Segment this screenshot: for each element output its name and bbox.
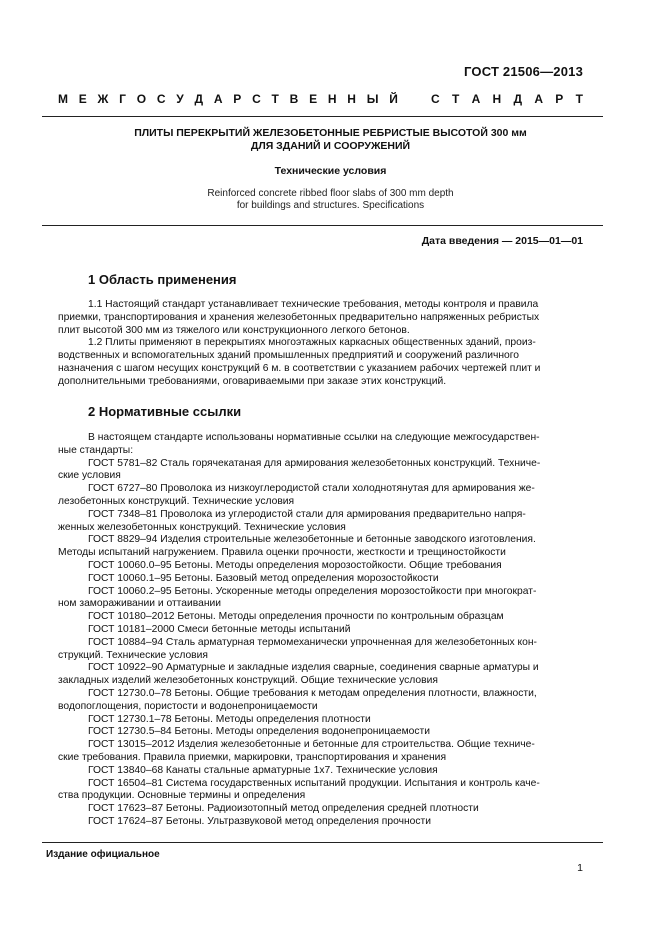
banner-letter: А xyxy=(471,92,481,106)
banner-letter: Н xyxy=(327,92,337,106)
standard-number: ГОСТ 21506—2013 xyxy=(464,64,583,79)
document-subtitle: Технические условия xyxy=(274,165,387,177)
reference-line: ном замораживании и оттаивании xyxy=(58,598,222,610)
banner-letter: С xyxy=(252,92,261,106)
banner-letter: А xyxy=(213,92,223,106)
banner-letter: Е xyxy=(309,92,318,106)
banner-letter: О xyxy=(136,92,147,106)
reference-line: ГОСТ 13015–2012 Изделия железобетонные и бетонные для строительства. Общие техниче- xyxy=(88,739,535,751)
banner-letter: У xyxy=(176,92,184,106)
banner-letter: Т xyxy=(575,92,583,106)
banner-letter: Н xyxy=(347,92,356,106)
banner-letter: Е xyxy=(78,92,87,106)
banner-word-interstate xyxy=(58,92,398,106)
introduction-date: Дата введения — 2015—01—01 xyxy=(421,235,583,247)
reference-line: ГОСТ 12730.0–78 Бетоны. Общие требования к методам определения плотности, влажности, xyxy=(88,687,537,699)
banner-letter: С xyxy=(156,92,166,106)
title-divider xyxy=(42,225,603,226)
reference-line: ГОСТ 10922–90 Арматурные и закладные изделия сварные, соединения сварные арматуры и xyxy=(88,662,539,674)
reference-line: ГОСТ 12730.5–84 Бетоны. Методы определения водонепроницаемости xyxy=(88,726,431,738)
reference-line: ГОСТ 10884–94 Сталь арматурная термомеханически упрочненная для железобетонных кон- xyxy=(88,636,537,648)
banner-letter: Ы xyxy=(366,92,379,106)
banner-letter: Р xyxy=(233,92,242,106)
reference-line: ГОСТ 8829–94 Изделия строительные железобетонные и бетонные заводского изготовления. xyxy=(88,534,536,546)
reference-line: ГОСТ 10181–2000 Смеси бетонные методы испытаний xyxy=(88,623,351,635)
reference-line: ГОСТ 10180–2012 Бетоны. Методы определения прочности по контрольным образцам xyxy=(88,611,504,623)
standard-banner xyxy=(58,92,583,106)
reference-line: ГОСТ 6727–80 Проволока из низкоуглеродистой стали холоднотянутая для армирования же- xyxy=(88,483,535,495)
reference-line: ства продукции. Основные термины и определения xyxy=(58,790,306,802)
banner-letter: Ж xyxy=(97,92,109,106)
reference-line: ГОСТ 7348–81 Проволока из углеродистой стали для армирования предварительно напря- xyxy=(88,508,526,520)
reference-line: ГОСТ 10060.0–95 Бетоны. Методы определения морозостойкости. Общие требования xyxy=(88,559,502,571)
document-title-line2: ДЛЯ ЗДАНИЙ И СООРУЖЕНИЙ xyxy=(250,140,411,152)
official-edition-label: Издание официальное xyxy=(46,849,160,860)
text-line: дополнительными требованиями, оговариваемыми при заказе этих конструкций. xyxy=(58,375,447,387)
reference-line: ские требования. Правила приемки, маркировки, транспортирования и хранения xyxy=(58,751,447,763)
text-line: 1.1 Настоящий стандарт устанавливает технические требования, методы контроля и правила xyxy=(88,299,539,310)
text-line: водственных и вспомогательных зданий промышленных предприятий и сооружений различного xyxy=(58,350,519,362)
reference-line: ГОСТ 5781–82 Сталь горячекатаная для армирования железобетонных конструкций. Техниче- xyxy=(88,457,541,469)
english-title-line2: for buildings and structures. Specifications xyxy=(236,200,425,211)
section-references-text xyxy=(58,432,580,829)
banner-letter: Д xyxy=(513,92,523,106)
reference-line: водопоглощения, пористости и водонепроницаемости xyxy=(58,700,318,712)
banner-letter: Р xyxy=(555,92,564,106)
banner-letter: Д xyxy=(194,92,204,106)
text-line: назначения с шагом несущих конструкций 6 м. в соответствии с указанием рабочих чертежей плит и xyxy=(58,362,541,374)
banner-letter: В xyxy=(289,92,299,106)
banner-letter: Н xyxy=(492,92,502,106)
reference-line: лезобетонных конструкций. Технические условия xyxy=(58,495,295,507)
top-divider xyxy=(42,116,603,117)
reference-line: женных железобетонных конструкций. Технические условия xyxy=(58,521,346,533)
reference-line: ГОСТ 13840–68 Канаты стальные арматурные 1х7. Технические условия xyxy=(88,764,438,776)
section-scope-text xyxy=(58,299,580,389)
document-title-line1: ПЛИТЫ ПЕРЕКРЫТИЙ ЖЕЛЕЗОБЕТОННЫЕ РЕБРИСТЫЕ ВЫСОТОЙ 300 мм xyxy=(134,127,527,139)
page-number: 1 xyxy=(577,862,583,874)
banner-word-standard xyxy=(431,92,583,106)
text-line: В настоящем стандарте использованы нормативные ссылки на следующие межгосударствен- xyxy=(88,432,540,443)
text-line: плит высотой 300 мм из тяжелого или конструкционного легкого бетонов. xyxy=(58,324,410,336)
banner-letter: Й xyxy=(389,92,398,106)
text-line: 1.2 Плиты применяют в перекрытиях многоэтажных каркасных общественных зданий, произ- xyxy=(88,337,536,349)
reference-line: ГОСТ 16504–81 Система государственных испытаний продукции. Испытания и контроль каче- xyxy=(88,777,540,789)
reference-line: Методы испытаний нагружением. Правила оценки прочности, жесткости и трещиностойкости xyxy=(58,547,506,559)
reference-line: ГОСТ 10060.1–95 Бетоны. Базовый метод определения морозостойкости xyxy=(88,572,439,584)
banner-letter: М xyxy=(58,92,68,106)
banner-letter: Г xyxy=(119,92,126,106)
reference-line: ГОСТ 17623–87 Бетоны. Радиоизотопный метод определения средней плотности xyxy=(88,803,479,815)
section-heading-normative-references: 2 Нормативные ссылки xyxy=(88,404,242,419)
text-line: ные стандарты: xyxy=(58,444,134,456)
reference-line: ГОСТ 10060.2–95 Бетоны. Ускоренные методы определения морозостойкости при многократ- xyxy=(88,585,537,597)
reference-line: закладных изделий железобетонных конструкций. Общие технические условия xyxy=(58,675,438,687)
english-title-line1: Reinforced concrete ribbed floor slabs of 300 mm depth xyxy=(207,188,454,199)
reference-line: ГОСТ 12730.1–78 Бетоны. Методы определения плотности xyxy=(88,713,371,725)
banner-letter: Т xyxy=(271,92,279,106)
banner-letter: Т xyxy=(451,92,460,106)
reference-line: ГОСТ 17624–87 Бетоны. Ультразвуковой метод определения прочности xyxy=(88,815,431,827)
footer-divider xyxy=(42,842,603,843)
reference-line: струкций. Технические условия xyxy=(58,649,208,661)
banner-letter: А xyxy=(534,92,543,106)
section-heading-scope: 1 Область применения xyxy=(88,272,237,287)
banner-letter: С xyxy=(431,92,440,106)
reference-line: ские условия xyxy=(58,470,121,482)
text-line: приемки, транспортирования и хранения железобетонных предварительно напряженных ребристых xyxy=(58,311,540,323)
